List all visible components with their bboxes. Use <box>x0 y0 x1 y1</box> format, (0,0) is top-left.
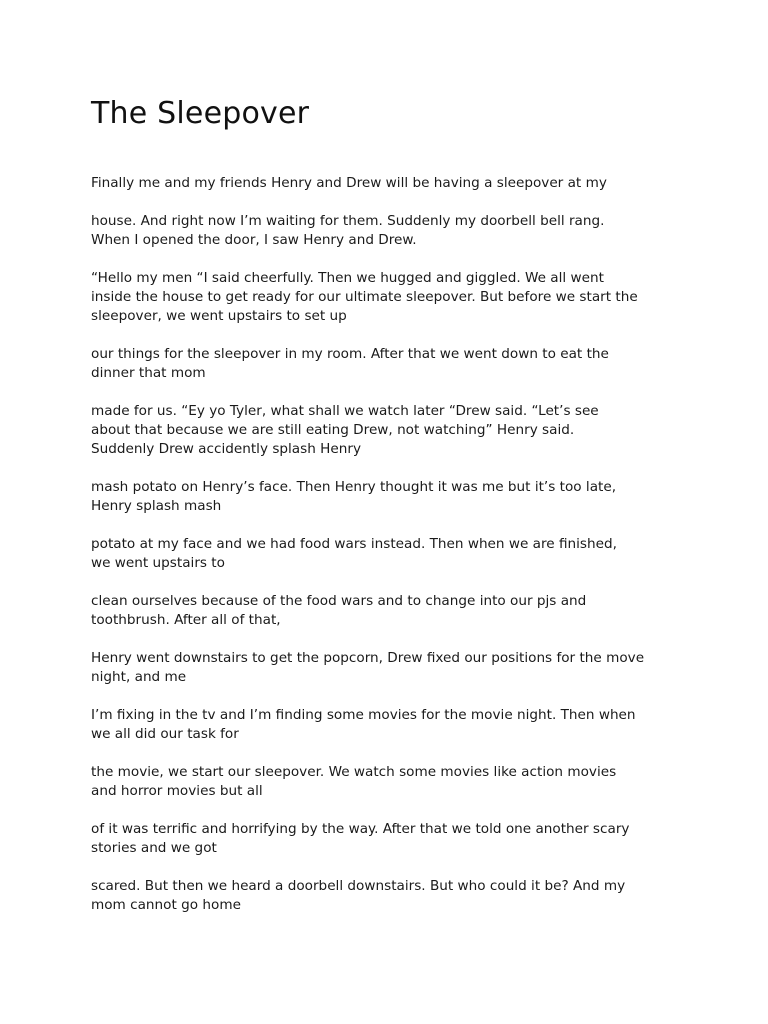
text-line: house. And right now I’m waiting for them. Suddenly my doorbell bell rang. <box>91 213 605 229</box>
text-line: of it was terrific and horrifying by the way. After that we told one another scary <box>91 821 630 837</box>
text-line: Finally me and my friends Henry and Drew will be having a sleepover at my <box>91 175 607 191</box>
text-line: I’m fixing in the tv and I’m finding some movies for the movie night. Then when <box>91 707 636 723</box>
text-line: “Hello my men “I said cheerfully. Then we hugged and giggled. We all went <box>91 270 604 286</box>
paragraph-3 <box>91 269 691 326</box>
paragraph-6 <box>91 478 691 516</box>
paragraph-10 <box>91 706 691 744</box>
text-line: we went upstairs to <box>91 555 225 571</box>
paragraph-5 <box>91 402 691 459</box>
text-line: mash potato on Henry’s face. Then Henry thought it was me but it’s too late, <box>91 479 617 495</box>
text-line: sleepover, we went upstairs to set up <box>91 308 347 324</box>
text-line: dinner that mom <box>91 365 206 381</box>
text-line: the movie, we start our sleepover. We watch some movies like action movies <box>91 764 617 780</box>
text-line: our things for the sleepover in my room. After that we went down to eat the <box>91 346 609 362</box>
paragraph-13 <box>91 877 691 915</box>
text-line: we all did our task for <box>91 726 239 742</box>
text-line: potato at my face and we had food wars instead. Then when we are finished, <box>91 536 617 552</box>
paragraph-8 <box>91 592 691 630</box>
paragraph-9 <box>91 649 691 687</box>
text-line: clean ourselves because of the food wars and to change into our pjs and <box>91 593 587 609</box>
text-line: When I opened the door, I saw Henry and Drew. <box>91 232 417 248</box>
text-line: mom cannot go home <box>91 897 241 913</box>
text-line: Suddenly Drew accidently splash Henry <box>91 441 361 457</box>
text-line: toothbrush. After all of that, <box>91 612 281 628</box>
paragraph-7 <box>91 535 691 573</box>
text-line: Henry went downstairs to get the popcorn, Drew fixed our positions for the move <box>91 650 645 666</box>
paragraph-12 <box>91 820 691 858</box>
text-line: scared. But then we heard a doorbell downstairs. But who could it be? And my <box>91 878 626 894</box>
text-line: made for us. “Ey yo Tyler, what shall we watch later “Drew said. “Let’s see <box>91 403 599 419</box>
paragraph-11 <box>91 763 691 801</box>
paragraph-1 <box>91 174 691 193</box>
text-line: Henry splash mash <box>91 498 222 514</box>
text-line: inside the house to get ready for our ultimate sleepover. But before we start the <box>91 289 638 305</box>
text-line: stories and we got <box>91 840 217 856</box>
paragraph-4 <box>91 345 691 383</box>
text-line: about that because we are still eating Drew, not watching” Henry said. <box>91 422 575 438</box>
document-title: The Sleepover <box>91 96 310 131</box>
paragraph-2 <box>91 212 691 250</box>
text-line: and horror movies but all <box>91 783 263 799</box>
text-line: night, and me <box>91 669 187 685</box>
